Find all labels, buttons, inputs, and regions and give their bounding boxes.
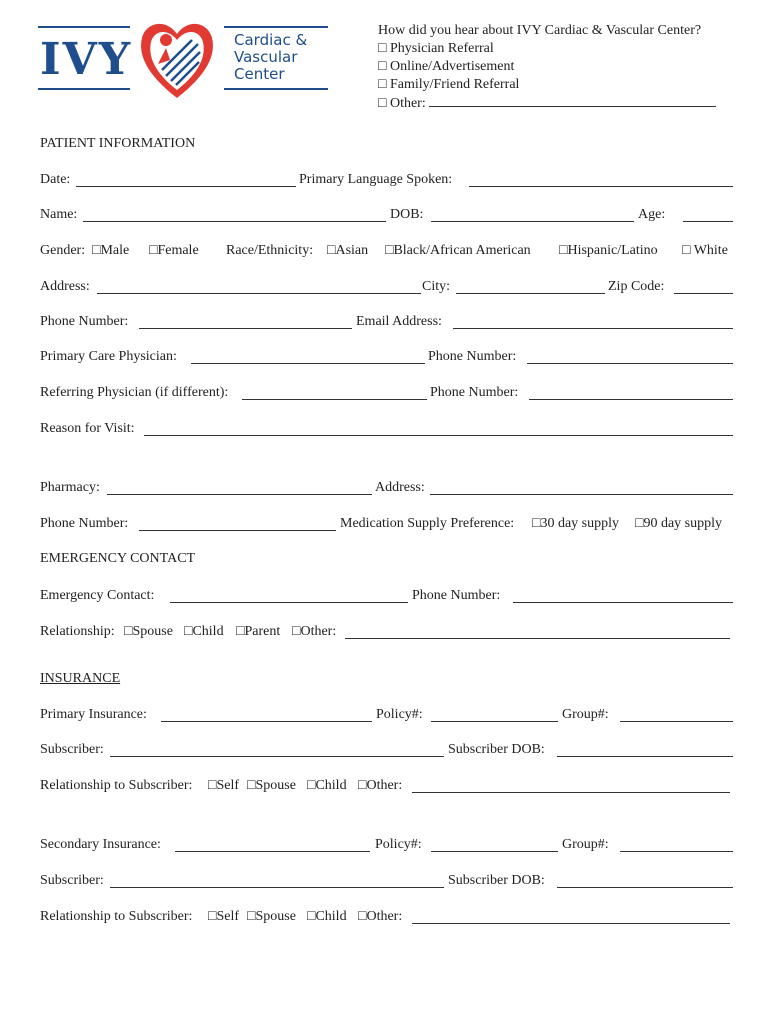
address-field[interactable]: [97, 279, 421, 294]
emergency-phone-field[interactable]: [513, 588, 733, 603]
rel-spouse-checkbox[interactable]: □Spouse: [124, 624, 173, 639]
reason-row: [40, 421, 734, 441]
name-dob-age-row: [40, 207, 734, 227]
primary-insurance-field[interactable]: [161, 707, 372, 722]
subscriber-dob-label: Subscriber DOB:: [448, 742, 545, 757]
race-black-checkbox[interactable]: □Black/African American: [385, 243, 531, 258]
phone-label: Phone Number:: [40, 314, 129, 329]
referring-label: Referring Physician (if different):: [40, 385, 229, 400]
secondary-relationship-row: [40, 909, 734, 929]
primary-insurance-label: Primary Insurance:: [40, 707, 147, 722]
pharmacy-phone-label: Phone Number:: [40, 516, 129, 531]
rel-child-checkbox[interactable]: □Child: [184, 624, 224, 639]
supply-90-checkbox[interactable]: □90 day supply: [635, 516, 723, 531]
pcp-row: [40, 349, 734, 369]
email-field[interactable]: [453, 314, 733, 329]
secondary-insurance-row: [40, 837, 734, 857]
subscriber-label: Subscriber:: [40, 742, 104, 757]
name-label: Name:: [40, 207, 78, 222]
logo-brand: IVY: [40, 34, 133, 85]
referring-field[interactable]: [242, 385, 427, 400]
referring-row: [40, 385, 734, 405]
rel-parent-checkbox[interactable]: □Parent: [236, 624, 281, 639]
gender-male-checkbox[interactable]: □Male: [92, 243, 130, 258]
rel-sub-other-checkbox[interactable]: □Other:: [358, 778, 403, 793]
pharmacy-field[interactable]: [107, 480, 372, 495]
secondary-insurance-field[interactable]: [175, 837, 370, 852]
secondary-insurance-label: Secondary Insurance:: [40, 837, 161, 852]
city-field[interactable]: [456, 279, 605, 294]
subscriber-field[interactable]: [110, 873, 444, 888]
race-white-checkbox[interactable]: □ White: [682, 243, 728, 258]
address-row: [40, 279, 734, 299]
date-label: Date:: [40, 172, 71, 187]
primary-policy-field[interactable]: [431, 707, 558, 722]
emergency-phone-label: Phone Number:: [412, 588, 501, 603]
emergency-contact-label: Emergency Contact:: [40, 588, 155, 603]
emergency-contact-field[interactable]: [170, 588, 408, 603]
rel-sub-self-checkbox[interactable]: □Self: [208, 909, 240, 924]
age-label: Age:: [638, 207, 666, 222]
dob-label: DOB:: [390, 207, 424, 222]
pcp-phone-label: Phone Number:: [428, 349, 517, 364]
primary-relationship-row: [40, 778, 734, 798]
gender-female-checkbox[interactable]: □Female: [149, 243, 199, 258]
date-language-row: [40, 172, 734, 192]
insurance-heading: INSURANCE: [40, 671, 121, 686]
logo-rule: [38, 26, 130, 28]
phone-email-row: [40, 314, 734, 334]
primary-subscriber-row: [40, 742, 734, 762]
survey-question: How did you hear about IVY Cardiac & Vascular Center?: [378, 23, 702, 38]
language-field[interactable]: [469, 172, 733, 187]
secondary-subscriber-row: [40, 873, 734, 893]
subscriber-field[interactable]: [110, 742, 444, 757]
rel-subscriber-label: Relationship to Subscriber:: [40, 909, 193, 924]
heart-icon: [136, 14, 218, 102]
clinic-logo: [38, 14, 328, 102]
race-hispanic-checkbox[interactable]: □Hispanic/Latino: [559, 243, 658, 258]
rel-sub-other-field[interactable]: [412, 909, 730, 924]
emergency-contact-row: [40, 588, 734, 608]
rel-sub-spouse-checkbox[interactable]: □Spouse: [247, 909, 296, 924]
option-physician-referral[interactable]: □ Physician Referral: [378, 41, 494, 56]
race-asian-checkbox[interactable]: □Asian: [327, 243, 369, 258]
reason-label: Reason for Visit:: [40, 421, 135, 436]
rel-sub-spouse-checkbox[interactable]: □Spouse: [247, 778, 296, 793]
primary-group-label: Group#:: [562, 707, 609, 722]
pharmacy-label: Pharmacy:: [40, 480, 100, 495]
city-label: City:: [422, 279, 451, 294]
pcp-label: Primary Care Physician:: [40, 349, 177, 364]
secondary-group-label: Group#:: [562, 837, 609, 852]
emergency-heading: EMERGENCY CONTACT: [40, 551, 196, 566]
phone-field[interactable]: [139, 314, 352, 329]
pharmacy-address-label: Address:: [375, 480, 425, 495]
rel-other-field[interactable]: [345, 624, 730, 639]
zip-field[interactable]: [674, 279, 733, 294]
primary-policy-label: Policy#:: [376, 707, 423, 722]
rel-sub-self-checkbox[interactable]: □Self: [208, 778, 240, 793]
email-label: Email Address:: [356, 314, 442, 329]
option-family-friend[interactable]: □ Family/Friend Referral: [378, 77, 520, 92]
logo-rule: [224, 26, 328, 28]
logo-rule: [224, 88, 328, 90]
option-online[interactable]: □ Online/Advertisement: [378, 59, 515, 74]
race-label: Race/Ethnicity:: [226, 243, 314, 258]
supply-30-checkbox[interactable]: □30 day supply: [532, 516, 620, 531]
secondary-group-field[interactable]: [620, 837, 733, 852]
zip-label: Zip Code:: [608, 279, 665, 294]
emergency-relationship-row: [40, 624, 734, 644]
pcp-field[interactable]: [191, 349, 425, 364]
other-source-field[interactable]: [429, 94, 716, 107]
reason-field[interactable]: [144, 421, 733, 436]
rel-sub-other-checkbox[interactable]: □Other:: [358, 909, 403, 924]
relationship-label: Relationship:: [40, 624, 115, 639]
rel-sub-child-checkbox[interactable]: □Child: [307, 778, 347, 793]
dob-field[interactable]: [431, 207, 634, 222]
age-field[interactable]: [683, 207, 733, 222]
pharmacy-row: [40, 480, 734, 500]
logo-rule: [38, 88, 130, 90]
date-field[interactable]: [76, 172, 296, 187]
subscriber-label: Subscriber:: [40, 873, 104, 888]
name-field[interactable]: [83, 207, 386, 222]
rel-sub-other-field[interactable]: [412, 778, 730, 793]
pcp-phone-field[interactable]: [527, 349, 733, 364]
pharmacy-phone-row: [40, 516, 734, 536]
secondary-policy-field[interactable]: [431, 837, 558, 852]
ref-phone-label: Phone Number:: [430, 385, 519, 400]
address-label: Address:: [40, 279, 90, 294]
ref-phone-field[interactable]: [529, 385, 733, 400]
option-other[interactable]: □ Other:: [378, 96, 426, 111]
rel-other-checkbox[interactable]: □Other:: [292, 624, 337, 639]
pharmacy-phone-field[interactable]: [139, 516, 336, 531]
supply-label: Medication Supply Preference:: [340, 516, 515, 531]
subscriber-dob-label: Subscriber DOB:: [448, 873, 545, 888]
pharmacy-address-field[interactable]: [430, 480, 733, 495]
rel-subscriber-label: Relationship to Subscriber:: [40, 778, 193, 793]
primary-insurance-row: [40, 707, 734, 727]
referral-survey: [378, 22, 716, 113]
rel-sub-child-checkbox[interactable]: □Child: [307, 909, 347, 924]
primary-group-field[interactable]: [620, 707, 733, 722]
logo-text: Cardiac & Vascular Center: [234, 31, 308, 83]
secondary-policy-label: Policy#:: [375, 837, 422, 852]
subscriber-dob-field[interactable]: [557, 873, 733, 888]
patient-info-heading: PATIENT INFORMATION: [40, 136, 196, 151]
gender-label: Gender:: [40, 243, 86, 258]
subscriber-dob-field[interactable]: [557, 742, 733, 757]
language-label: Primary Language Spoken:: [299, 172, 453, 187]
gender-race-row: [40, 243, 734, 263]
